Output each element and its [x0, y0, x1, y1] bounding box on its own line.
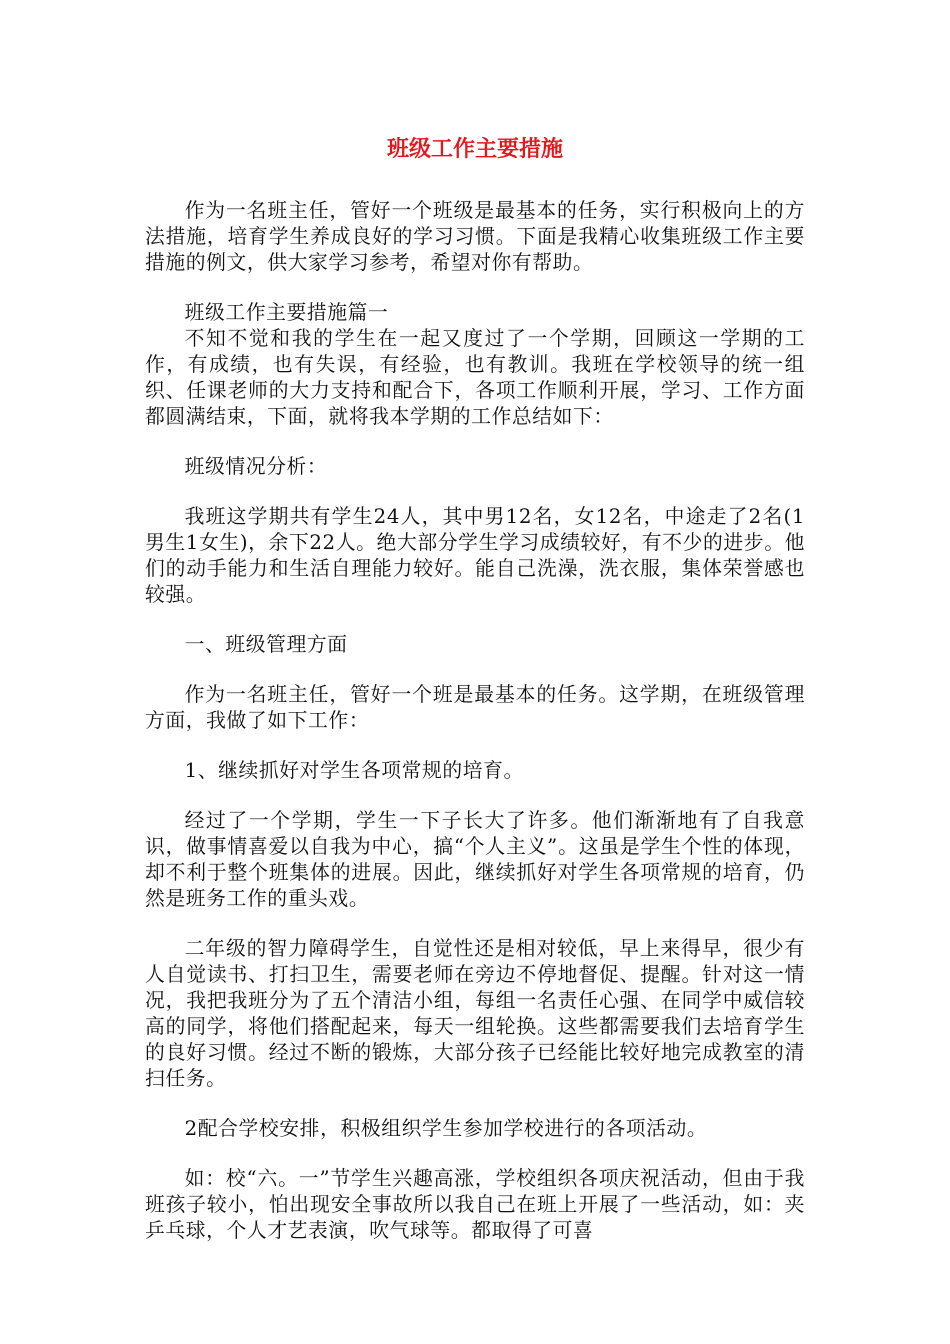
- section-heading-class-analysis: 班级情况分析：: [184, 455, 328, 478]
- document-title: 班级工作主要措施: [386, 137, 563, 162]
- paragraph-management-intro: 作为一名班主任，管好一个班是最基本的任务。这学期，在班级管理方面，我做了如下工作：: [145, 683, 805, 732]
- document-body: [145, 198, 805, 1244]
- section-heading-part-one: 班级工作主要措施篇一: [184, 301, 389, 324]
- paragraph-class-situation: 我班这学期共有学生24人，其中男12名，女12名，中途走了2名(1男生1女生)，余下22人。绝大部分学生学习成绩较好，有不少的进步。他们的动手能力和生活自理能力较好。能自己洗澡，洗衣服，集体荣誉感也较强。: [145, 505, 805, 606]
- item-heading-routine-training: 1、继续抓好对学生各项常规的培育。: [184, 759, 524, 782]
- paragraph-semester-review: 不知不觉和我的学生在一起又度过了一个学期，回顾这一学期的工作，有成绩，也有失误，有经验，也有教训。我班在学校领导的统一组织、任课老师的大力支持和配合下，各项工作顺利开展，学习、工作方面都圆满结束，下面，就将我本学期的工作总结如下：: [145, 327, 805, 428]
- item-heading-school-activities: 2配合学校安排，积极组织学生参加学校进行的各项活动。: [184, 1117, 708, 1140]
- section-heading-class-management: 一、班级管理方面: [184, 633, 348, 656]
- paragraph-self-awareness: 经过了一个学期，学生一下子长大了许多。他们渐渐地有了自我意识，做事情喜爱以自我为中心，搞“个人主义”。这虽是学生个性的体现，却不利于整个班集体的进展。因此，继续抓好对学生各项常规的培育，仍然是班务工作的重头戏。: [145, 809, 805, 910]
- paragraph-cleaning-groups: 二年级的智力障碍学生，自觉性还是相对较低，早上来得早，很少有人自觉读书、打扫卫生，需要老师在旁边不停地督促、提醒。针对这一情况，我把我班分为了五个清洁小组，每组一名责任心强、在同学中威信较高的同学，将他们搭配起来，每天一组轮换。这些都需要我们去培育学生的良好习惯。经过不断的锻炼，大部分孩子已经能比较好地完成教室的清扫任务。: [145, 937, 805, 1090]
- paragraph-intro: 作为一名班主任，管好一个班级是最基本的任务，实行积极向上的方法措施，培育学生养成良好的学习习惯。下面是我精心收集班级工作主要措施的例文，供大家学习参考，希望对你有帮助。: [145, 199, 805, 274]
- paragraph-childrens-day: 如：校“六。一”节学生兴趣高涨，学校组织各项庆祝活动，但由于我班孩子较小，怕出现安全事故所以我自己在班上开展了一些活动，如：夹乒乓球，个人才艺表演，吹气球等。都取得了可喜: [145, 1167, 805, 1242]
